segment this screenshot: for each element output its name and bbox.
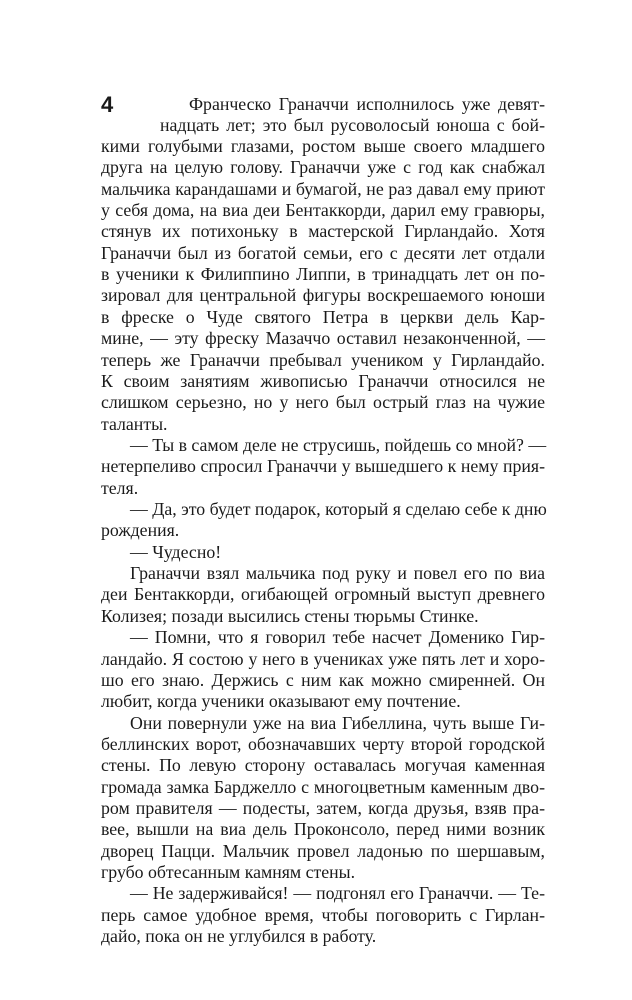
text-line: Франческо Граначчи исполнилось уже девят- (189, 94, 545, 114)
text-line: вее, вышли на виа дель Проконсоло, перед ними возник (101, 819, 545, 839)
text-line: Они повернули уже на виа Гибеллина, чуть выше Ги- (130, 713, 545, 733)
text-line: стянув их потихоньку в мастерской Гирландайо. Хотя (101, 221, 545, 241)
text-line: в ученики к Филиппино Липпи, в тринадцать лет он по- (101, 264, 545, 284)
text-line: дайо, пока он не углубился в работу. (101, 926, 377, 946)
text-line: громада замка Барджелло с многоцветным каменным дво- (101, 777, 545, 797)
text-line: Колизея; позади высились стены тюрьмы Стинке. (101, 606, 479, 626)
text-line: беллинских ворот, обозначавших черту второй городской (101, 734, 545, 754)
page-number: 4 (101, 92, 114, 117)
text-line: Граначчи был из богатой семьи, его с десяти лет отдали (101, 243, 545, 263)
text-line: кими голубыми глазами, ростом выше своего младшего (101, 136, 545, 156)
text-line: — Ты в самом деле не струсишь, пойдешь со мной? — (130, 435, 547, 455)
text-line: грубо обтесанным камням стены. (101, 862, 356, 882)
text-line: любит, когда ученики оказывают ему почтение. (101, 691, 461, 711)
text-line: друга на целую голову. Граначчи уже с год как снабжал (101, 157, 545, 177)
text-line: мальчика карандашами и бумагой, не раз давал ему приют (101, 179, 545, 199)
text-line: стены. По левую сторону оставалась могучая каменная (101, 755, 545, 775)
text-line: в фреске о Чуде святого Петра в церкви дель Кар- (101, 307, 545, 327)
text-line: мине, — эту фреску Мазаччо оставил незаконченной, — (101, 328, 545, 348)
text-line: надцать лет; это был русоволосый юноша с бой- (160, 115, 545, 135)
text-line: зировал для центральной фигуры воскрешаемого юноши (101, 285, 545, 305)
text-line: К своим занятиям живописью Граначчи относился не (101, 371, 545, 391)
text-line: ландайо. Я состою у него в учениках уже пять лет и хоро- (101, 649, 545, 669)
text-line: деи Бентаккорди, огибающей огромный выступ древнего (101, 584, 545, 604)
text-line: таланты. (101, 414, 168, 434)
text-line: у себя дома, на виа деи Бентаккорди, дарил ему гравюры, (101, 200, 545, 220)
text-line: рождения. (101, 520, 180, 540)
text-line: — Да, это будет подарок, который я сделаю себе к дню (130, 499, 547, 519)
text-line: теля. (101, 478, 139, 498)
text-line: Граначчи взял мальчика под руку и повел его по виа (130, 563, 545, 583)
text-line: перь самое удобное время, чтобы поговорить с Гирлан- (101, 905, 545, 925)
text-line: слишком серьезно, но у него был острый глаз на чужие (101, 392, 545, 412)
text-line: шо его знаю. Держись с ним как можно смиренней. Он (101, 670, 545, 690)
text-line: нетерпеливо спросил Граначчи у вышедшего к нему прия- (101, 456, 545, 476)
text-line: ром правителя — подесты, затем, когда друзья, взяв пра- (101, 798, 545, 818)
text-line: — Чудесно! (130, 542, 222, 562)
text-line: — Помни, что я говорил тебе насчет Доменико Гир- (130, 627, 545, 647)
text-line: — Не задерживайся! — подгонял его Граначчи. — Те- (130, 883, 545, 903)
text-line: дворец Пацци. Мальчик провел ладонью по шершавым, (101, 841, 545, 861)
text-line: теперь же Граначчи пребывал учеником у Гирландайо. (101, 350, 545, 370)
